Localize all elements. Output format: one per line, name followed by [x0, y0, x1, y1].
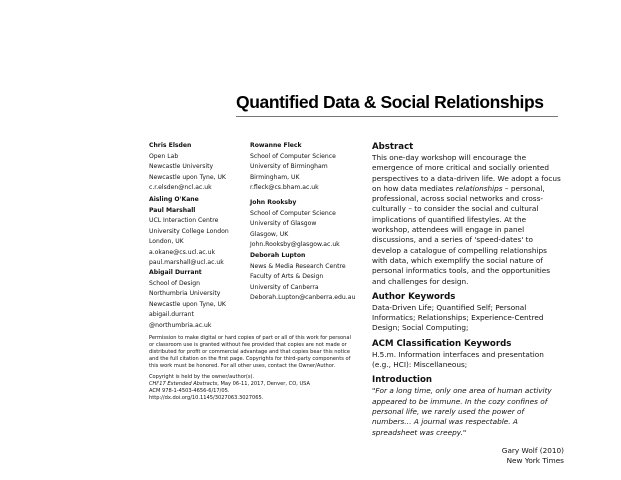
abstract-heading: Abstract [372, 142, 414, 152]
author-email: r.fleck@cs.bham.ac.uk [250, 184, 319, 191]
author-block [149, 268, 226, 331]
abstract-text [372, 153, 564, 287]
author-location: Newcastle upon Tyne, UK [149, 173, 226, 181]
acm-classification-heading: ACM Classification Keywords [372, 338, 512, 349]
author-email: John.Rooksby@glasgow.ac.uk [250, 241, 340, 248]
author-block [250, 251, 355, 304]
author-affiliation: UCL Interaction Centre [149, 217, 219, 224]
author-block [149, 195, 229, 269]
venue-details: , May 06-11, 2017, Denver, CO, USA [217, 381, 310, 387]
doi-link[interactable]: http://dx.doi.org/10.1145/3027063.3027065. [149, 395, 264, 401]
author-name: Chris Elsden [149, 142, 192, 149]
abstract-text-part: – personal, professional, across social networks and cross-culturally – to consider the social and cultural implications of quantified lifestyles. At the workshop, attendees will engage in panel discussions, and a series of 'speed-dates' to develop a catalogue of compelling relationships with data, which exemplify the social nature of personal informatics tools, and the opportunities and challenges for design. [372, 183, 551, 286]
author-block [250, 198, 340, 251]
author-email: @northumbria.ac.uk [149, 321, 212, 329]
venue-line [149, 381, 354, 388]
author-affiliation: Faculty of Arts & Design [250, 273, 324, 280]
author-email: c.r.elsden@ncl.ac.uk [149, 184, 212, 191]
permission-text: Permission to make digital or hard copies of part or all of this work for personal or classroom use is granted without fee provided that copies are not made or distributed for profit or commercial advantage and that copies bear this notice and the full citation on the first page. Copyrights for third-party components of this work must be honored. For all other uses, contact the Owner/Author. [149, 335, 351, 369]
author-affiliation: School of Computer Science [250, 209, 336, 217]
author-email: abigail.durrant [149, 311, 194, 318]
author-location: Newcastle upon Tyne, UK [149, 300, 226, 308]
author-affiliation: School of Design [149, 279, 201, 287]
acm-isbn: ACM 978-1-4503-4656-6/17/05. [149, 388, 230, 394]
author-affiliation: University of Glasgow [250, 220, 317, 227]
title-rule [236, 116, 558, 117]
author-name: Abigail Durrant [149, 269, 202, 276]
author-location: London, UK [149, 238, 184, 245]
venue-name: CHI'17 Extended Abstracts [149, 381, 218, 387]
acm-classification-text: H.5.m. Information interfaces and presentation (e.g., HCI): Miscellaneous; [372, 349, 544, 370]
author-affiliation: University of Canberra [250, 283, 319, 291]
abstract-text-part: This one-day workshop will encourage the emergence of more critical and socially oriented perspectives to a data-driven life. We adopt a focus on how data mediates [372, 153, 561, 193]
right-column [372, 142, 564, 466]
author-name: John Rooksby [250, 199, 297, 206]
quote-attribution [372, 446, 564, 467]
author-name: Aisling O'Kane [149, 196, 199, 203]
author-name: Paul Marshall [149, 206, 196, 214]
copyright-line: Copyright is held by the owner/author(s). [149, 374, 255, 380]
author-name: Rowanne Fleck [250, 142, 302, 149]
author-affiliation: University College London [149, 227, 229, 235]
author-location: Birmingham, UK [250, 173, 300, 181]
introduction-heading: Introduction [372, 375, 433, 386]
permission-notice [149, 335, 354, 402]
author-block [149, 141, 226, 194]
author-affiliation: University of Birmingham [250, 163, 328, 170]
abstract-emphasis: relationships [455, 183, 503, 193]
attribution-source: New York Times [506, 456, 564, 466]
author-email: Deborah.Lupton@canberra.edu.au [250, 294, 356, 301]
introduction-quote: "For a long time, only one area of human activity appeared to be immune. In the cozy confines of personal life, we rarely used the power of numbers… A journal was respectable. A spreadsheet was creepy." [372, 386, 552, 437]
author-email: paul.marshall@ucl.ac.uk [149, 259, 224, 266]
author-block [250, 141, 336, 194]
author-email: a.okane@cs.ucl.ac.uk [149, 248, 215, 256]
attribution-author: Gary Wolf (2010) [501, 445, 564, 455]
author-affiliation: School of Computer Science [250, 152, 336, 160]
author-affiliation: Northumbria University [149, 290, 221, 297]
author-name: Deborah Lupton [250, 252, 306, 259]
author-keywords-text: Data-Driven Life; Quantified Self; Personal Informatics; Relationships; Experience-Centred Design; Social Computing; [372, 302, 544, 333]
author-affiliation: News & Media Research Centre [250, 262, 346, 270]
author-location: Glasgow, UK [250, 230, 289, 238]
paper-title: Quantified Data & Social Relationships [236, 92, 544, 112]
author-keywords-heading: Author Keywords [372, 291, 456, 302]
author-affiliation: Open Lab [149, 152, 179, 160]
author-affiliation: Newcastle University [149, 163, 214, 170]
